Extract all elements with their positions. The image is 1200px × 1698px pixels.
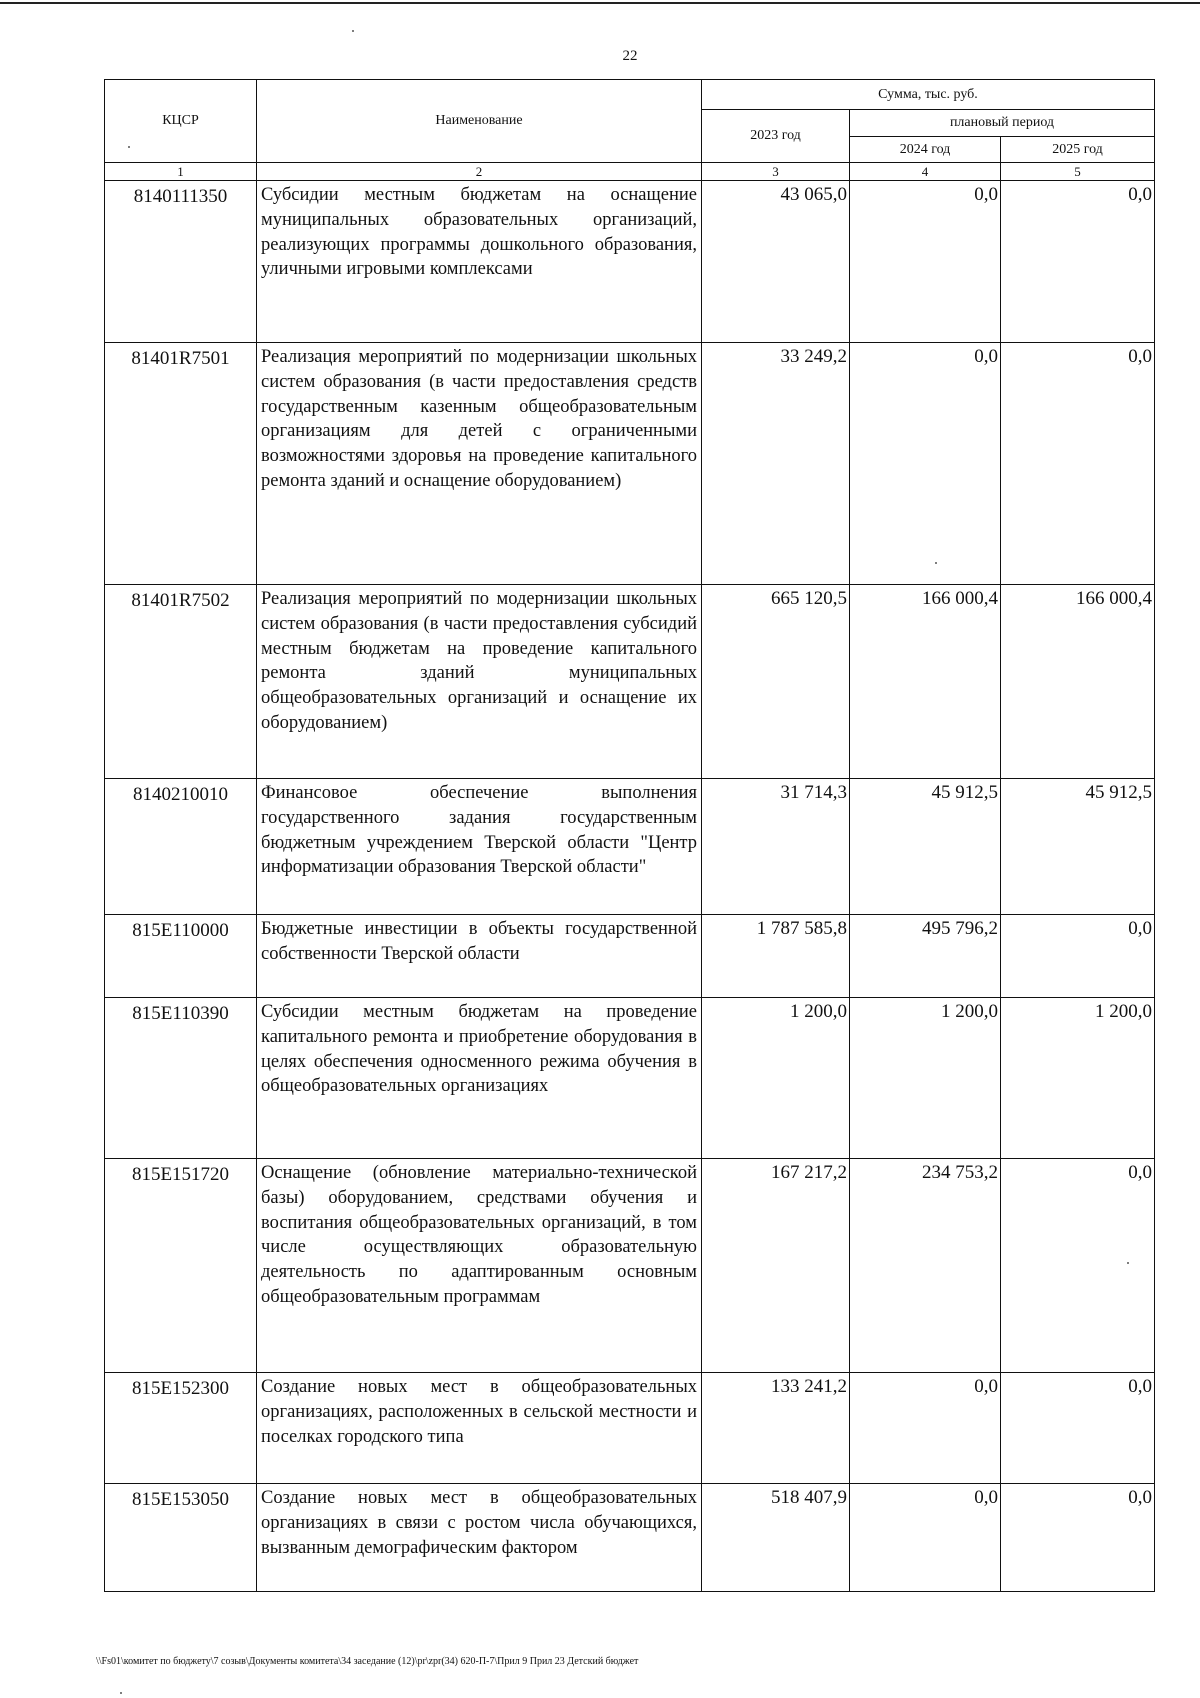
row-name: Субсидии местным бюджетам на проведение капитального ремонта и приобретение оборудования в целях обеспечения односменного режима обучения в общеобразовательных организациях	[257, 998, 702, 1159]
header-sum: Сумма, тыс. руб.	[702, 80, 1155, 110]
row-amount-2025: 0,0	[1001, 181, 1155, 343]
header-name: Наименование	[257, 80, 702, 163]
column-number: 5	[1001, 163, 1155, 181]
row-amount-2025: 0,0	[1001, 1373, 1155, 1484]
column-number: 2	[257, 163, 702, 181]
table-body	[105, 181, 1155, 1592]
row-amount-2023: 43 065,0	[702, 181, 850, 343]
table-row	[105, 915, 1155, 998]
row-amount-2023: 665 120,5	[702, 585, 850, 779]
row-amount-2025: 1 200,0	[1001, 998, 1155, 1159]
row-code: 815E110390	[105, 998, 257, 1159]
table-row	[105, 343, 1155, 585]
table-row	[105, 1159, 1155, 1373]
scan-speck	[1127, 1262, 1129, 1264]
row-amount-2023: 518 407,9	[702, 1484, 850, 1592]
row-amount-2023: 1 200,0	[702, 998, 850, 1159]
header-year-2025: 2025 год	[1001, 137, 1155, 163]
row-amount-2025: 0,0	[1001, 915, 1155, 998]
row-amount-2024: 234 753,2	[850, 1159, 1001, 1373]
row-name: Финансовое обеспечение выполнения государственного задания государственным бюджетным учреждением Тверской области "Центр информатизации образования Тверской области"	[257, 779, 702, 915]
budget-table	[104, 79, 1155, 1592]
row-amount-2024: 166 000,4	[850, 585, 1001, 779]
table-row	[105, 1484, 1155, 1592]
row-amount-2024: 45 912,5	[850, 779, 1001, 915]
row-amount-2025: 0,0	[1001, 1159, 1155, 1373]
row-code: 815E153050	[105, 1484, 257, 1592]
table-row	[105, 998, 1155, 1159]
table-header	[105, 80, 1155, 181]
row-amount-2024: 0,0	[850, 1373, 1001, 1484]
row-amount-2024: 1 200,0	[850, 998, 1001, 1159]
header-year-2024: 2024 год	[850, 137, 1001, 163]
header-planned-period: плановый период	[850, 110, 1155, 137]
row-name: Субсидии местным бюджетам на оснащение муниципальных образовательных организаций, реализующих программы дошкольного образования, уличными игровыми комплексами	[257, 181, 702, 343]
row-amount-2023: 167 217,2	[702, 1159, 850, 1373]
row-amount-2025: 45 912,5	[1001, 779, 1155, 915]
scan-speck	[935, 562, 937, 564]
scan-speck	[120, 1692, 122, 1694]
page-number: 22	[622, 48, 638, 64]
column-number-row	[105, 163, 1155, 181]
table-row	[105, 1373, 1155, 1484]
table-row	[105, 779, 1155, 915]
row-name: Оснащение (обновление материально-технической базы) оборудованием, средствами обучения и воспитания общеобразовательных организаций, в том числе осуществляющих образовательную деятельность по адаптированным основным общеобразовательным программам	[257, 1159, 702, 1373]
row-name: Бюджетные инвестиции в объекты государственной собственности Тверской области	[257, 915, 702, 998]
row-amount-2024: 495 796,2	[850, 915, 1001, 998]
row-code: 815E152300	[105, 1373, 257, 1484]
row-amount-2025: 0,0	[1001, 343, 1155, 585]
row-code: 815E110000	[105, 915, 257, 998]
row-name: Реализация мероприятий по модернизации школьных систем образования (в части предоставления субсидий местным бюджетам на проведение капитального ремонта зданий муниципальных общеобразовательных организаций и оснащение их оборудованием)	[257, 585, 702, 779]
column-number: 1	[105, 163, 257, 181]
row-code: 8140111350	[105, 181, 257, 343]
row-code: 81401R7502	[105, 585, 257, 779]
row-name: Реализация мероприятий по модернизации школьных систем образования (в части предоставления средств государственным казенным общеобразовательным организациям для детей с ограниченными возможностями здоровья на проведение капитального ремонта зданий и оснащение оборудованием)	[257, 343, 702, 585]
scan-top-border	[0, 2, 1200, 4]
row-amount-2024: 0,0	[850, 343, 1001, 585]
footer-file-path: \\Fs01\комитет по бюджету\7 созыв\Документы комитета\34 заседание (12)\pr\zpr(34) 620-П-7\Прил 9 Прил 23 Детский бюджет	[96, 1656, 639, 1667]
row-amount-2023: 1 787 585,8	[702, 915, 850, 998]
row-code: 81401R7501	[105, 343, 257, 585]
column-number: 4	[850, 163, 1001, 181]
table-row	[105, 181, 1155, 343]
row-code: 8140210010	[105, 779, 257, 915]
row-name: Создание новых мест в общеобразовательных организациях в связи с ростом числа обучающихся, вызванным демографическим фактором	[257, 1484, 702, 1592]
header-code: КЦСР	[105, 80, 257, 163]
row-amount-2025: 166 000,4	[1001, 585, 1155, 779]
row-amount-2024: 0,0	[850, 181, 1001, 343]
header-year-2023: 2023 год	[702, 110, 850, 163]
row-name: Создание новых мест в общеобразовательных организациях, расположенных в сельской местности и поселках городского типа	[257, 1373, 702, 1484]
scan-speck	[352, 30, 354, 32]
scan-speck	[128, 146, 130, 148]
row-amount-2023: 31 714,3	[702, 779, 850, 915]
row-amount-2025: 0,0	[1001, 1484, 1155, 1592]
table-row	[105, 585, 1155, 779]
row-amount-2023: 133 241,2	[702, 1373, 850, 1484]
row-code: 815E151720	[105, 1159, 257, 1373]
column-number: 3	[702, 163, 850, 181]
row-amount-2023: 33 249,2	[702, 343, 850, 585]
row-amount-2024: 0,0	[850, 1484, 1001, 1592]
